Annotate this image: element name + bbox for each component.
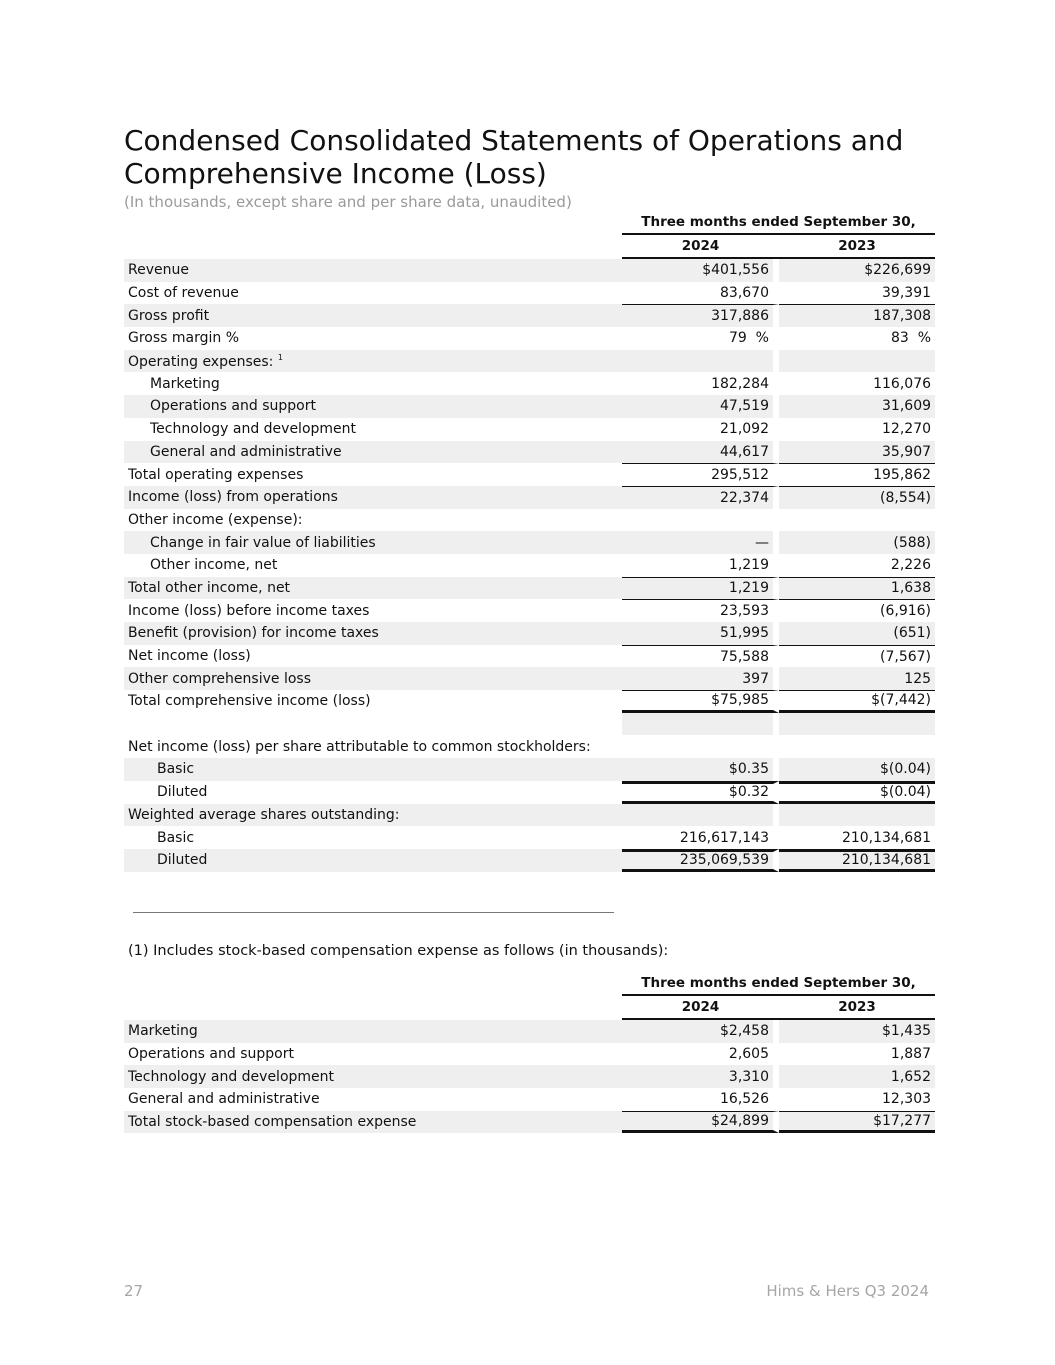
row-label: General and administrative bbox=[128, 1091, 320, 1108]
value-2023: $(0.04) bbox=[779, 758, 935, 781]
value-2023: $(0.04) bbox=[779, 781, 935, 804]
value-2024: 16,526 bbox=[622, 1088, 779, 1111]
row-label: Operating expenses: $^1$ bbox=[124, 350, 622, 373]
table-row bbox=[124, 804, 935, 827]
row-label: Operations and support bbox=[128, 1046, 294, 1063]
row-label: Total stock-based compensation expense bbox=[124, 1111, 622, 1134]
value-2023: 1,652 bbox=[779, 1065, 935, 1088]
value-2023: 195,862 bbox=[779, 463, 935, 486]
table-row bbox=[124, 826, 935, 849]
row-label: Cost of revenue bbox=[128, 285, 239, 302]
value-2024: 317,886 bbox=[622, 304, 779, 327]
table-row bbox=[124, 849, 935, 872]
table-row bbox=[124, 645, 935, 668]
value-2023: $1,435 bbox=[779, 1020, 935, 1043]
row-label: Marketing bbox=[150, 375, 220, 392]
table-row bbox=[124, 1111, 935, 1134]
row-label: Net income (loss) bbox=[128, 648, 251, 665]
value-2023 bbox=[779, 350, 935, 373]
table-row bbox=[124, 531, 935, 554]
value-2024: 22,374 bbox=[622, 486, 779, 509]
row-label: Change in fair value of liabilities bbox=[124, 531, 622, 554]
row-label: Other comprehensive loss bbox=[124, 667, 622, 690]
table-row bbox=[124, 1020, 935, 1043]
table-row bbox=[124, 418, 935, 441]
operations-table bbox=[124, 212, 935, 872]
value-2024 bbox=[622, 350, 779, 373]
value-2024: $24,899 bbox=[622, 1111, 779, 1134]
row-label: General and administrative bbox=[124, 441, 622, 464]
value-2024: 21,092 bbox=[622, 418, 779, 441]
table-row bbox=[124, 577, 935, 600]
row-label: Income (loss) before income taxes bbox=[128, 602, 370, 619]
column-header-2023: 2023 bbox=[779, 235, 935, 259]
value-2024: 44,617 bbox=[622, 441, 779, 464]
value-2024: 216,617,143 bbox=[622, 826, 779, 849]
value-2023: 116,076 bbox=[873, 375, 932, 392]
value-2024: — bbox=[622, 531, 779, 554]
row-label: Gross profit bbox=[124, 304, 622, 327]
period-header: Three months ended September 30, bbox=[622, 214, 935, 235]
row-label: Revenue bbox=[124, 259, 622, 282]
value-2023: 39,391 bbox=[882, 285, 932, 302]
value-2023: 210,134,681 bbox=[779, 849, 935, 872]
value-2023: $(7,442) bbox=[779, 690, 935, 713]
value-2024: 1,219 bbox=[622, 577, 779, 600]
row-label: Marketing bbox=[124, 1020, 622, 1043]
value-2024: 397 bbox=[622, 667, 779, 690]
value-2024: 79 % bbox=[622, 327, 779, 350]
row-label: Operations and support bbox=[124, 395, 622, 418]
table-row bbox=[124, 690, 935, 713]
value-2023: 31,609 bbox=[779, 395, 935, 418]
value-2024 bbox=[622, 509, 779, 532]
value-2024: 3,310 bbox=[622, 1065, 779, 1088]
footnote-marker: 1 bbox=[277, 352, 283, 362]
value-2023: (7,567) bbox=[779, 645, 935, 668]
table-row bbox=[124, 282, 935, 305]
row-label: Total other income, net bbox=[124, 577, 622, 600]
page-subtitle: (In thousands, except share and per share data, unaudited) bbox=[124, 193, 572, 211]
table-row bbox=[124, 441, 935, 464]
value-2024: 182,284 bbox=[622, 372, 779, 395]
value-2024: 1,219 bbox=[622, 554, 779, 577]
row-label: Other income, net bbox=[150, 557, 278, 574]
value-2024: 2,605 bbox=[622, 1043, 779, 1066]
table-row bbox=[124, 781, 935, 804]
value-2023 bbox=[779, 804, 935, 827]
row-label: Technology and development bbox=[124, 1065, 622, 1088]
table-row bbox=[124, 509, 935, 532]
value-2024: 75,588 bbox=[622, 645, 779, 668]
row-label: Other income (expense): bbox=[128, 511, 303, 528]
value-2024: 23,593 bbox=[622, 599, 779, 622]
value-2023: 83 % bbox=[890, 330, 932, 347]
value-2023: $226,699 bbox=[779, 259, 935, 282]
value-2023: 1,887 bbox=[890, 1046, 932, 1063]
value-2023: 125 bbox=[779, 667, 935, 690]
value-2024 bbox=[622, 735, 779, 758]
row-label: Benefit (provision) for income taxes bbox=[124, 622, 622, 645]
value-2024: $2,458 bbox=[622, 1020, 779, 1043]
row-label: Diluted bbox=[157, 784, 208, 801]
row-label: Technology and development bbox=[150, 421, 357, 438]
row-label: Basic bbox=[124, 758, 622, 781]
table-row bbox=[124, 622, 935, 645]
table-row bbox=[124, 1065, 935, 1088]
column-header-2024: 2024 bbox=[622, 996, 779, 1020]
row-label: Gross margin % bbox=[128, 330, 240, 347]
table-row bbox=[124, 463, 935, 486]
table-row bbox=[124, 304, 935, 327]
value-2023: 12,270 bbox=[882, 421, 932, 438]
footnote-text: (1) Includes stock-based compensation expense as follows (in thousands): bbox=[128, 943, 669, 959]
table-row bbox=[124, 259, 935, 282]
page-number: 27 bbox=[124, 1282, 144, 1300]
value-2024: $75,985 bbox=[622, 690, 779, 713]
stock-compensation-table bbox=[124, 973, 935, 1133]
value-2023: 1,638 bbox=[779, 577, 935, 600]
table-row bbox=[124, 486, 935, 509]
period-header: Three months ended September 30, bbox=[622, 975, 935, 996]
value-2023: (588) bbox=[779, 531, 935, 554]
column-header-2023: 2023 bbox=[779, 996, 935, 1020]
value-2024: $0.32 bbox=[622, 781, 779, 804]
row-label: Net income (loss) per share attributable to common stockholders: bbox=[128, 738, 591, 755]
value-2024: 83,670 bbox=[622, 282, 779, 305]
row-label: Basic bbox=[157, 829, 195, 846]
value-2023: 2,226 bbox=[890, 557, 932, 574]
value-2023 bbox=[779, 509, 935, 532]
spacer-row bbox=[124, 713, 935, 736]
table-row bbox=[124, 667, 935, 690]
value-2024: 235,069,539 bbox=[622, 849, 779, 872]
value-2023: (8,554) bbox=[779, 486, 935, 509]
row-label: Total operating expenses bbox=[128, 466, 304, 483]
footer-brand: Hims & Hers Q3 2024 bbox=[766, 1282, 929, 1300]
row-label: Diluted bbox=[124, 849, 622, 872]
value-2023: 35,907 bbox=[779, 441, 935, 464]
column-header-2024: 2024 bbox=[622, 235, 779, 259]
table-row bbox=[124, 372, 935, 395]
row-label: Weighted average shares outstanding: bbox=[124, 804, 622, 827]
value-2023: (6,916) bbox=[779, 599, 935, 622]
row-label: Income (loss) from operations bbox=[124, 486, 622, 509]
value-2024: 51,995 bbox=[622, 622, 779, 645]
table-row bbox=[124, 735, 935, 758]
table-row bbox=[124, 758, 935, 781]
value-2023 bbox=[779, 735, 935, 758]
table-row bbox=[124, 350, 935, 373]
value-2023: 210,134,681 bbox=[841, 829, 932, 846]
value-2023: 187,308 bbox=[779, 304, 935, 327]
table-row bbox=[124, 1043, 935, 1066]
page-title: Condensed Consolidated Statements of Operations and Comprehensive Income (Loss) bbox=[124, 124, 904, 190]
table-row bbox=[124, 327, 935, 350]
row-label: Total comprehensive income (loss) bbox=[128, 693, 371, 710]
value-2023: $17,277 bbox=[779, 1111, 935, 1134]
value-2023: (651) bbox=[779, 622, 935, 645]
table-row bbox=[124, 599, 935, 622]
value-2024: $0.35 bbox=[622, 758, 779, 781]
value-2024 bbox=[622, 804, 779, 827]
table-row bbox=[124, 554, 935, 577]
value-2024: 295,512 bbox=[622, 463, 779, 486]
value-2024: $401,556 bbox=[622, 259, 779, 282]
value-2024: 47,519 bbox=[622, 395, 779, 418]
table-row bbox=[124, 1088, 935, 1111]
table-row bbox=[124, 395, 935, 418]
value-2023: 12,303 bbox=[882, 1091, 932, 1108]
footnote-divider bbox=[133, 912, 614, 913]
